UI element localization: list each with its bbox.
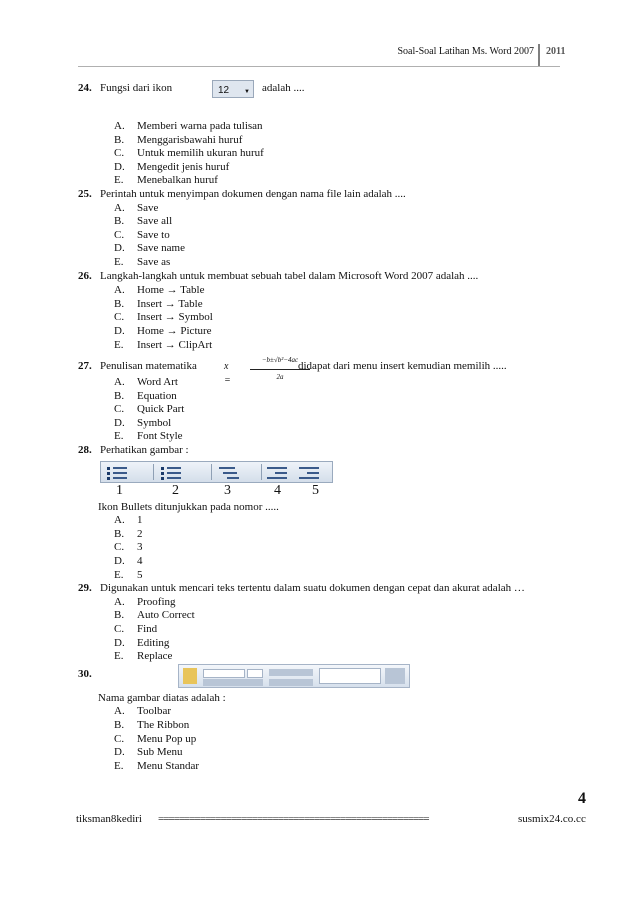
question-text: Perintah untuk menyimpan dokumen dengan nama file lain adalah .... (100, 187, 406, 200)
option-text: Replace (137, 650, 173, 663)
question-text: Perhatikan gambar : (100, 444, 189, 457)
header-year: 2011 (546, 46, 566, 57)
option-d (78, 417, 598, 431)
option-a (78, 596, 598, 610)
question-number: 26. (78, 269, 92, 282)
question-number: 28. (78, 444, 92, 457)
option-text: Insert → Symbol (137, 311, 213, 324)
formula-numerator: −b±√b²−4ac (261, 356, 299, 365)
question-list (78, 82, 598, 773)
option-text: Word Art (137, 376, 178, 389)
decrease-indent-icon (267, 464, 291, 480)
option-letter: A. (114, 595, 125, 608)
option-text: Mengedit jenis huruf (137, 160, 230, 173)
question-prompt: Ikon Bullets ditunjukkan pada nomor ..... (98, 500, 279, 513)
option-letter: D. (114, 746, 125, 759)
option-letter: A. (114, 120, 125, 132)
question-text-after: adalah .... (262, 82, 305, 94)
option-letter: E. (114, 255, 124, 268)
option-letter: C. (114, 403, 125, 416)
change-styles-icon (385, 668, 405, 684)
option-text: Proofing (137, 595, 176, 608)
image-number: 5 (312, 482, 319, 498)
option-c (78, 229, 598, 243)
option-letter: A. (114, 201, 125, 214)
option-letter: B. (114, 718, 125, 731)
option-text: Toolbar (137, 705, 172, 718)
option-letter: E. (114, 430, 124, 443)
option-text: Save (137, 201, 159, 214)
option-letter: A. (114, 376, 125, 389)
ribbon-image (178, 664, 410, 688)
option-a (78, 376, 598, 390)
option-d (78, 637, 598, 651)
font-size-box (247, 669, 263, 678)
option-text: 4 (137, 555, 143, 568)
option-e (78, 256, 598, 270)
multilevel-list-icon (219, 464, 243, 480)
option-letter: C. (114, 541, 125, 554)
option-text: Insert → ClipArt (137, 338, 213, 351)
option-text: Save name (137, 242, 185, 255)
option-letter: D. (114, 324, 125, 337)
paragraph-toolbar-image (100, 461, 333, 483)
option-d (78, 746, 598, 760)
option-e (78, 339, 598, 353)
option-letter: B. (114, 215, 125, 228)
formula-denominator: 2a (276, 372, 284, 381)
option-letter: D. (114, 555, 125, 568)
question-text: Penulisan matematika (100, 360, 197, 373)
option-letter: A. (114, 284, 125, 297)
option-c (78, 311, 598, 325)
option-text: 1 (137, 514, 143, 527)
question-number: 29. (78, 582, 92, 595)
question-number: 30. (78, 667, 92, 680)
numbering-icon (161, 464, 185, 480)
option-letter: B. (114, 609, 125, 622)
question-text: Fungsi dari ikon (100, 82, 173, 94)
option-letter: B. (114, 389, 125, 402)
option-text: Quick Part (137, 403, 185, 416)
font-name-box (203, 669, 245, 678)
option-text: Editing (137, 636, 170, 649)
option-text: Menu Standar (137, 759, 200, 772)
option-letter: C. (114, 147, 125, 160)
option-text: Insert → Table (137, 297, 203, 310)
option-letter: A. (114, 514, 125, 527)
option-b (78, 298, 598, 312)
footer-left: tiksman8kediri (76, 813, 142, 825)
option-letter: E. (114, 174, 124, 187)
question-30 (78, 668, 598, 692)
font-size-value: 12 (218, 85, 230, 96)
option-e (78, 174, 598, 188)
question-25 (78, 188, 598, 202)
question-number: 25. (78, 187, 92, 200)
option-text: Equation (137, 389, 177, 402)
option-letter: C. (114, 228, 125, 241)
styles-gallery (319, 668, 381, 684)
option-a (78, 705, 598, 719)
question-26 (78, 270, 598, 284)
question-text: Langkah-langkah untuk membuat sebuah tabel dalam Microsoft Word 2007 adalah .... (100, 269, 479, 282)
option-text: Sub Menu (137, 746, 183, 759)
option-text: Untuk memilih ukuran huruf (137, 147, 264, 160)
option-letter: B. (114, 297, 125, 310)
option-c (78, 403, 598, 417)
alignment-buttons (269, 679, 313, 686)
option-b (78, 719, 598, 733)
clipboard-icon (183, 668, 197, 684)
option-d (78, 242, 598, 256)
toolbar-separator (211, 464, 212, 480)
option-text: 3 (137, 541, 143, 554)
option-letter: B. (114, 527, 125, 540)
option-e (78, 650, 598, 664)
option-text: Home → Picture (137, 324, 212, 337)
image-number: 3 (224, 482, 231, 498)
option-a (78, 202, 598, 216)
question-number: 24. (78, 82, 92, 94)
option-c (78, 541, 598, 555)
image-number: 4 (274, 482, 281, 498)
formula-lhs: x = (224, 361, 231, 386)
option-a (78, 514, 598, 528)
option-a (78, 284, 598, 298)
bullets-icon (107, 464, 131, 480)
option-letter: B. (114, 133, 125, 146)
option-text: Save all (137, 215, 173, 228)
option-a (78, 120, 598, 134)
option-letter: C. (114, 732, 125, 745)
option-letter: D. (114, 160, 125, 173)
option-d (78, 325, 598, 339)
option-c (78, 147, 598, 161)
increase-indent-icon (299, 464, 323, 480)
option-letter: E. (114, 759, 124, 772)
option-text: 5 (137, 568, 143, 581)
question-text: Digunakan untuk mencari teks tertentu dalam suatu dokumen dengan cepat dan akurat adalah … (100, 582, 525, 595)
option-d (78, 161, 598, 175)
dropdown-arrow-icon: ▼ (244, 89, 250, 95)
option-b (78, 390, 598, 404)
question-28 (78, 444, 598, 458)
question-prompt: Nama gambar diatas adalah : (98, 691, 226, 704)
option-e (78, 760, 598, 774)
option-text: Save as (137, 255, 171, 268)
option-text: Save to (137, 228, 170, 241)
option-text: Menu Pop up (137, 732, 197, 745)
option-text: Font Style (137, 430, 183, 443)
option-b (78, 528, 598, 542)
header-divider (538, 44, 540, 66)
option-c (78, 623, 598, 637)
option-text: Menebalkan huruf (137, 174, 218, 187)
option-text: Home → Table (137, 284, 205, 297)
option-e (78, 569, 598, 583)
option-letter: D. (114, 636, 125, 649)
option-letter: E. (114, 568, 124, 581)
option-letter: D. (114, 416, 125, 429)
header-title: Soal-Soal Latihan Ms. Word 2007 (397, 46, 534, 57)
option-letter: A. (114, 705, 125, 718)
footer-divider: ==================================================== (158, 813, 429, 825)
option-text: The Ribbon (137, 718, 190, 731)
option-b (78, 215, 598, 229)
option-text: Menggarisbawahi huruf (137, 133, 243, 146)
font-format-buttons (203, 679, 263, 686)
image-number: 1 (116, 482, 123, 498)
option-letter: C. (114, 311, 125, 324)
toolbar-image-numbers (100, 483, 333, 499)
font-size-dropdown-icon (212, 80, 254, 98)
option-letter: E. (114, 338, 124, 351)
question-24 (78, 82, 598, 100)
option-text: Auto Correct (137, 609, 195, 622)
image-number: 2 (172, 482, 179, 498)
page-header (0, 44, 638, 64)
question-number: 27. (78, 360, 92, 373)
option-d (78, 555, 598, 569)
option-e (78, 430, 598, 444)
option-text: Symbol (137, 416, 172, 429)
paragraph-buttons (269, 669, 313, 676)
option-text: 2 (137, 527, 143, 540)
toolbar-separator (261, 464, 262, 480)
option-text: Find (137, 623, 158, 635)
option-b (78, 134, 598, 148)
header-rule (78, 66, 560, 67)
page-number: 4 (578, 790, 586, 807)
option-letter: D. (114, 242, 125, 255)
question-text-after: didapat dari menu insert kemudian memilih ..... (298, 360, 507, 373)
toolbar-separator (153, 464, 154, 480)
option-letter: E. (114, 650, 124, 663)
option-letter: C. (114, 623, 125, 635)
option-b (78, 609, 598, 623)
option-text: Memberi warna pada tulisan (137, 120, 263, 132)
question-29 (78, 582, 598, 596)
option-c (78, 733, 598, 747)
footer-right: susmix24.co.cc (518, 813, 586, 825)
